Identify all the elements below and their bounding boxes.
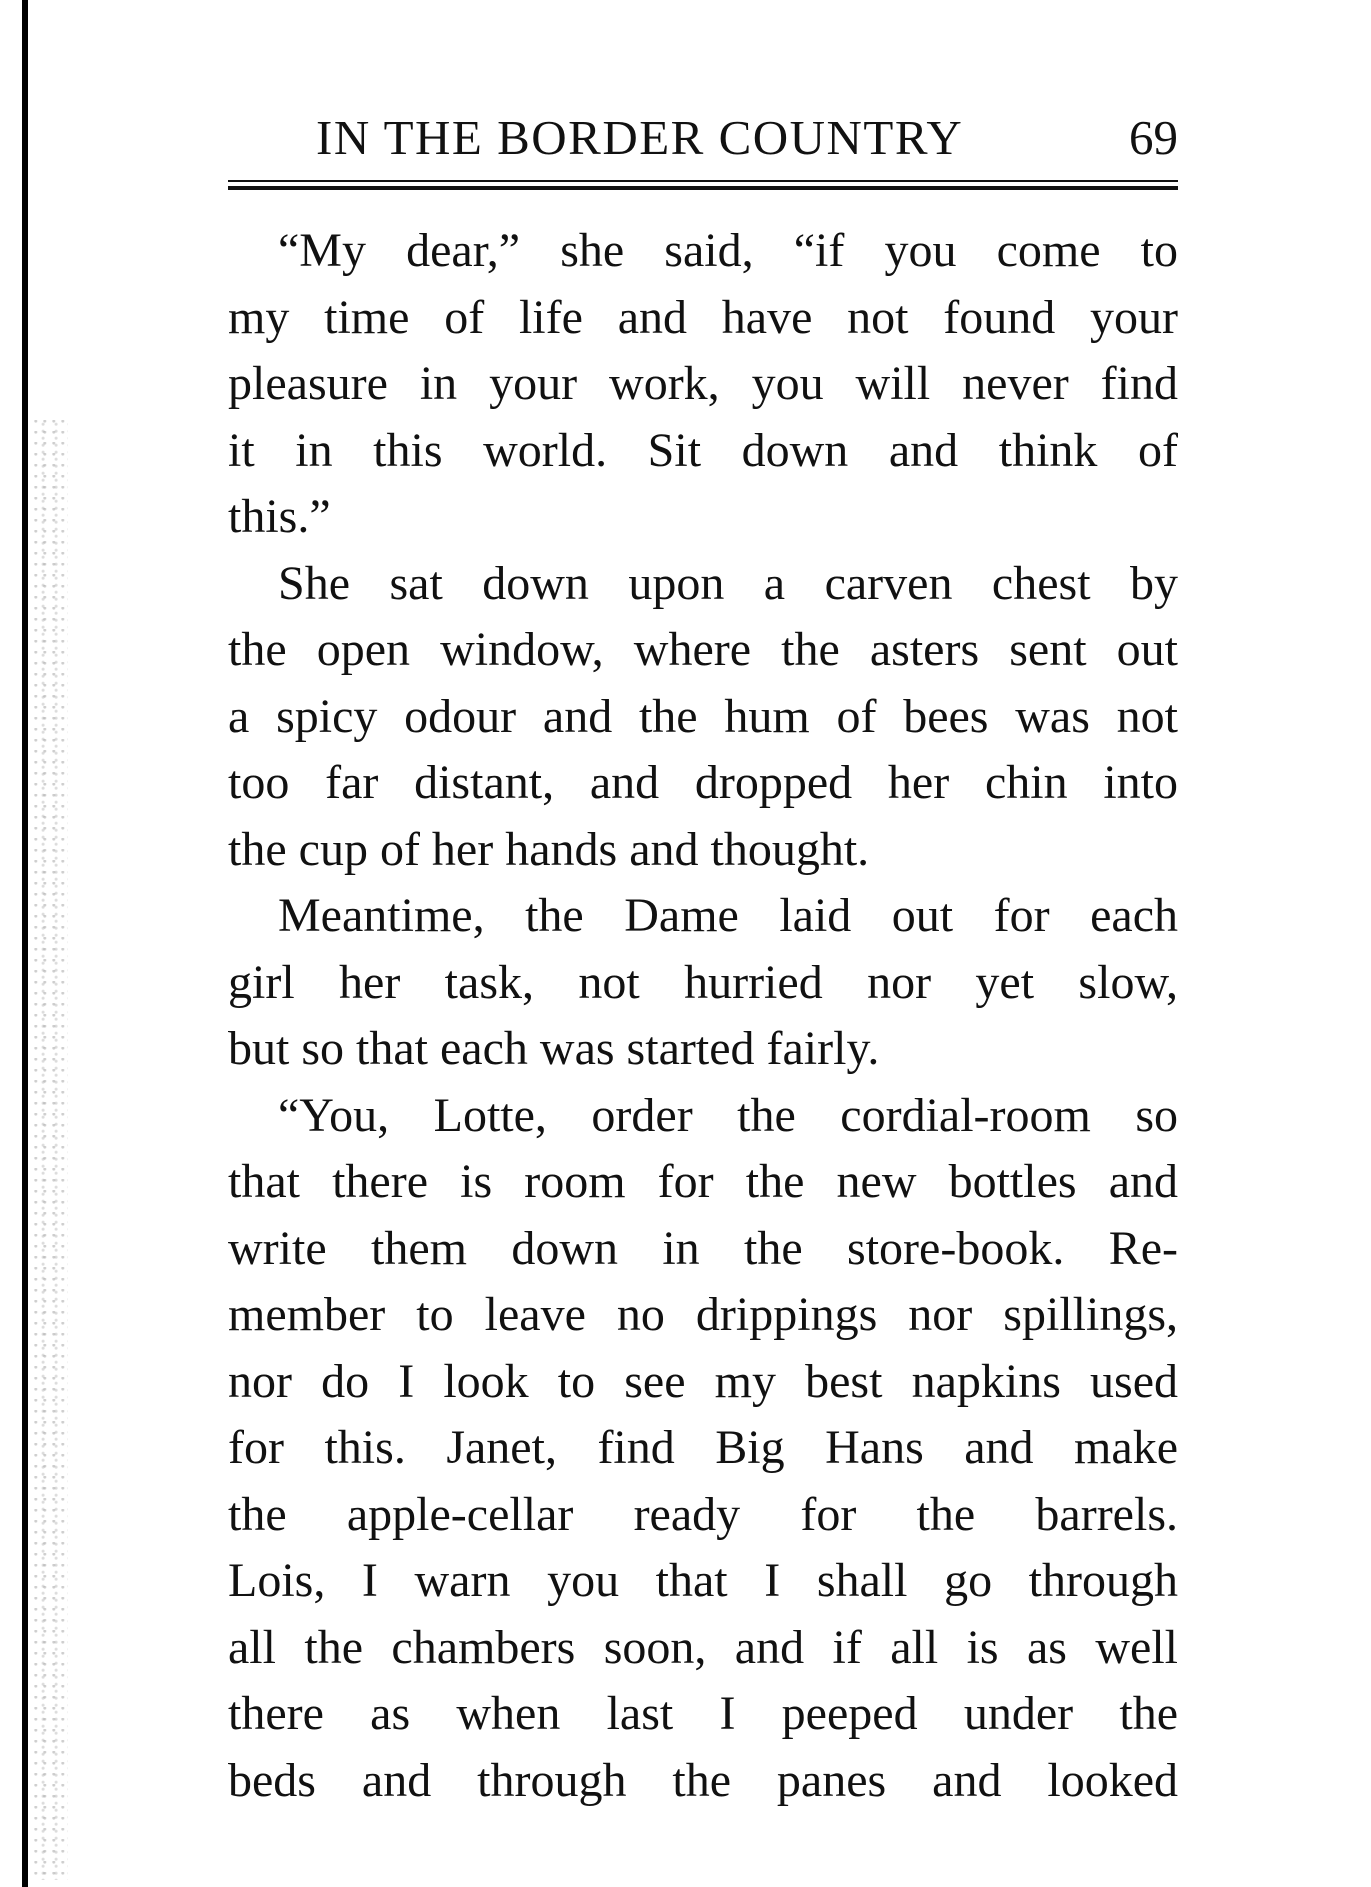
text-line: this.”	[228, 490, 331, 543]
text-line: the apple-cellar ready for the barrels.	[228, 1487, 1178, 1541]
page-number: 69	[1129, 110, 1178, 165]
text-line: Lois, I warn you that I shall go through	[228, 1554, 1178, 1607]
gutter-shadow	[34, 420, 68, 1880]
text-line: “My dear,” she said, “if you come to	[278, 224, 1178, 277]
text-line: Meantime, the Dame laid out for each	[278, 889, 1178, 942]
text-line: pleasure in your work, you will never find	[228, 357, 1178, 410]
text-line: nor do I look to see my best napkins used	[228, 1354, 1178, 1408]
text-line: beds and through the panes and looked	[228, 1753, 1178, 1807]
text-line: write them down in the store-book. Re-	[228, 1221, 1178, 1275]
text-line: the open window, where the asters sent out	[228, 623, 1178, 676]
text-line: that there is room for the new bottles and	[228, 1155, 1178, 1208]
text-line: my time of life and have not found your	[228, 290, 1178, 344]
header-double-rule	[228, 180, 1178, 190]
text-line: the cup of her hands and thought.	[228, 822, 870, 876]
text-line: but so that each was started fairly.	[228, 1022, 880, 1075]
text-line: girl her task, not hurried nor yet slow,	[228, 955, 1178, 1009]
body-text	[228, 218, 1178, 1814]
text-line: for this. Janet, find Big Hans and make	[228, 1421, 1178, 1474]
text-line: too far distant, and dropped her chin into	[228, 756, 1178, 809]
text-line: there as when last I peeped under the	[228, 1687, 1178, 1740]
text-line: She sat down upon a carven chest by	[278, 556, 1178, 610]
text-line: a spicy odour and the hum of bees was not	[228, 689, 1178, 743]
text-line: “You, Lotte, order the cordial-room so	[278, 1088, 1178, 1142]
binding-edge	[22, 0, 28, 1887]
text-line: member to leave no drippings nor spillings,	[228, 1288, 1178, 1341]
text-line: it in this world. Sit down and think of	[228, 423, 1178, 477]
running-head	[228, 108, 1178, 168]
text-line: all the chambers soon, and if all is as well	[228, 1620, 1178, 1674]
running-head-title: IN THE BORDER COUNTRY	[316, 110, 964, 165]
